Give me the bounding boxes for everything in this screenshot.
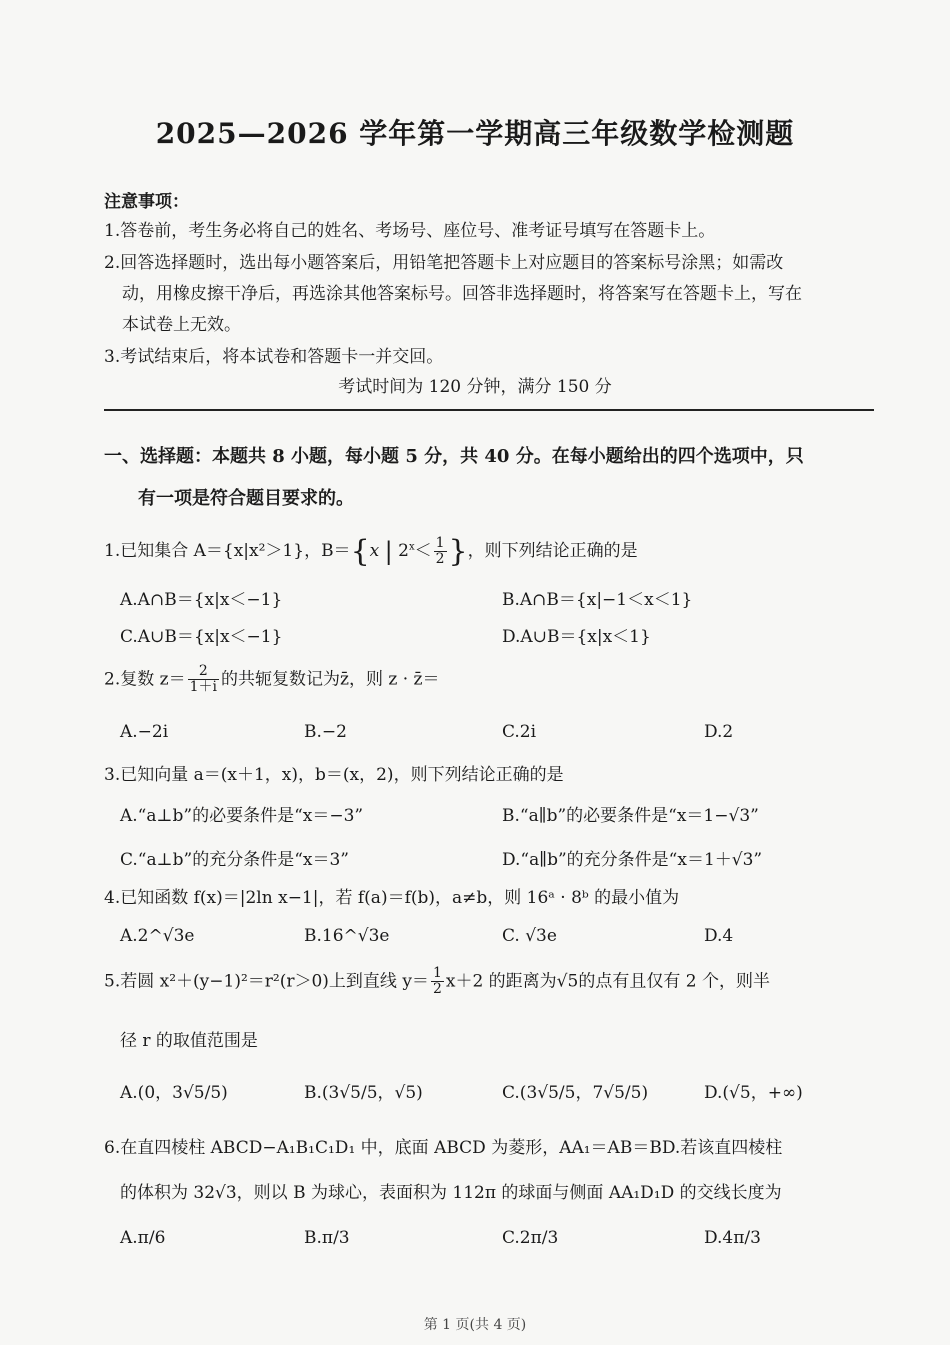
q5-option-c: C.(3√5/5，7√5/5) [502, 1083, 649, 1103]
q3-option-b: B.“a∥b”的必要条件是“x＝1−√3” [502, 806, 759, 826]
q2-option-d: D.2 [704, 722, 734, 742]
question-5-line2: 径 r 的取值范围是 [120, 1031, 258, 1051]
question-6-line2: 的体积为 32√3，则以 B 为球心，表面积为 112π 的球面与侧面 AA₁D₁D 的交线长度为 [120, 1183, 782, 1203]
q6-option-b: B.π/3 [304, 1228, 350, 1248]
q6-option-d: D.4π/3 [704, 1228, 761, 1248]
exam-time: 考试时间为 120 分钟，满分 150 分 [338, 377, 612, 397]
note-line-5: 3.考试结束后，将本试卷和答题卡一并交回。 [104, 347, 444, 367]
question-6-line1: 6.在直四棱柱 ABCD−A₁B₁C₁D₁ 中，底面 ABCD 为菱形，AA₁＝AB＝BD.若该直四棱柱 [104, 1138, 783, 1158]
q5-option-b: B.(3√5/5，√5) [304, 1083, 423, 1103]
q3-option-d: D.“a∥b”的充分条件是“x＝1＋√3” [502, 850, 763, 870]
note-line-4: 本试卷上无效。 [122, 315, 241, 335]
notes-heading: 注意事项： [104, 192, 189, 212]
q1-option-b: B.A∩B＝{x|−1＜x＜1} [502, 590, 693, 610]
note-line-1: 1.答卷前，考生务必将自己的姓名、考场号、座位号、准考证号填写在答题卡上。 [104, 221, 716, 241]
q3-option-c: C.“a⊥b”的充分条件是“x＝3” [120, 850, 349, 870]
q3-option-a: A.“a⊥b”的必要条件是“x＝−3” [120, 806, 364, 826]
question-3-stem: 3.已知向量 a＝(x＋1，x)，b＝(x，2)，则下列结论正确的是 [104, 765, 564, 785]
q1-option-d: D.A∪B＝{x|x＜1} [502, 627, 651, 647]
q2-option-a: A.−2i [120, 722, 169, 742]
question-2-stem: 2.复数 z＝ $\frac{2}{1+i}$ 的共轭复数记为z̄，则 z · z̄＝ [104, 663, 440, 696]
q2-option-c: C.2i [502, 722, 537, 742]
q5-option-a: A.(0，3√5/5) [120, 1083, 228, 1103]
question-4-stem: 4.已知函数 f(x)＝|2ln x−1|，若 f(a)＝f(b)，a≠b，则 16ᵃ · 8ᵇ 的最小值为 [104, 888, 680, 908]
q1-option-c: C.A∪B＝{x|x＜−1} [120, 627, 283, 647]
section-heading-line1: 一、选择题：本题共 8 小题，每小题 5 分，共 40 分。在每小题给出的四个选项中，只 [104, 446, 804, 467]
question-1-stem: 1.已知集合 A＝{x|x²＞1}，B＝{x | $2^x<$ $\frac{1}{2}$ }，则下列结论正确的是 [104, 534, 638, 569]
note-line-3: 动，用橡皮擦干净后，再选涂其他答案标号。回答非选择题时，将答案写在答题卡上，写在 [122, 284, 802, 304]
q6-option-c: C.2π/3 [502, 1228, 559, 1248]
question-5-stem: 5.若圆 x²＋(y−1)²＝r²(r＞0)上到直线 y＝ $\frac{1}{2}$ x＋2 的距离为√5的点有且仅有 2 个，则半 [104, 965, 770, 998]
page-footer: 第 1 页(共 4 页) [423, 1317, 527, 1333]
q2-option-b: B.−2 [304, 722, 347, 742]
q6-option-a: A.π/6 [120, 1228, 166, 1248]
q4-option-a: A.2^√3e [120, 926, 195, 946]
q4-option-c: C. √3e [502, 926, 557, 946]
q4-option-d: D.4 [704, 926, 734, 946]
q4-option-b: B.16^√3e [304, 926, 390, 946]
q1-option-a: A.A∩B＝{x|x＜−1} [120, 590, 283, 610]
header-divider [104, 409, 874, 411]
exam-title: 2025—2026 学年第一学期高三年级数学检测题 [155, 117, 795, 150]
q5-option-d: D.(√5，+∞) [704, 1083, 803, 1103]
note-line-2: 2.回答选择题时，选出每小题答案后，用铅笔把答题卡上对应题目的答案标号涂黑；如需改 [104, 253, 784, 273]
section-heading-line2: 有一项是符合题目要求的。 [138, 488, 354, 509]
